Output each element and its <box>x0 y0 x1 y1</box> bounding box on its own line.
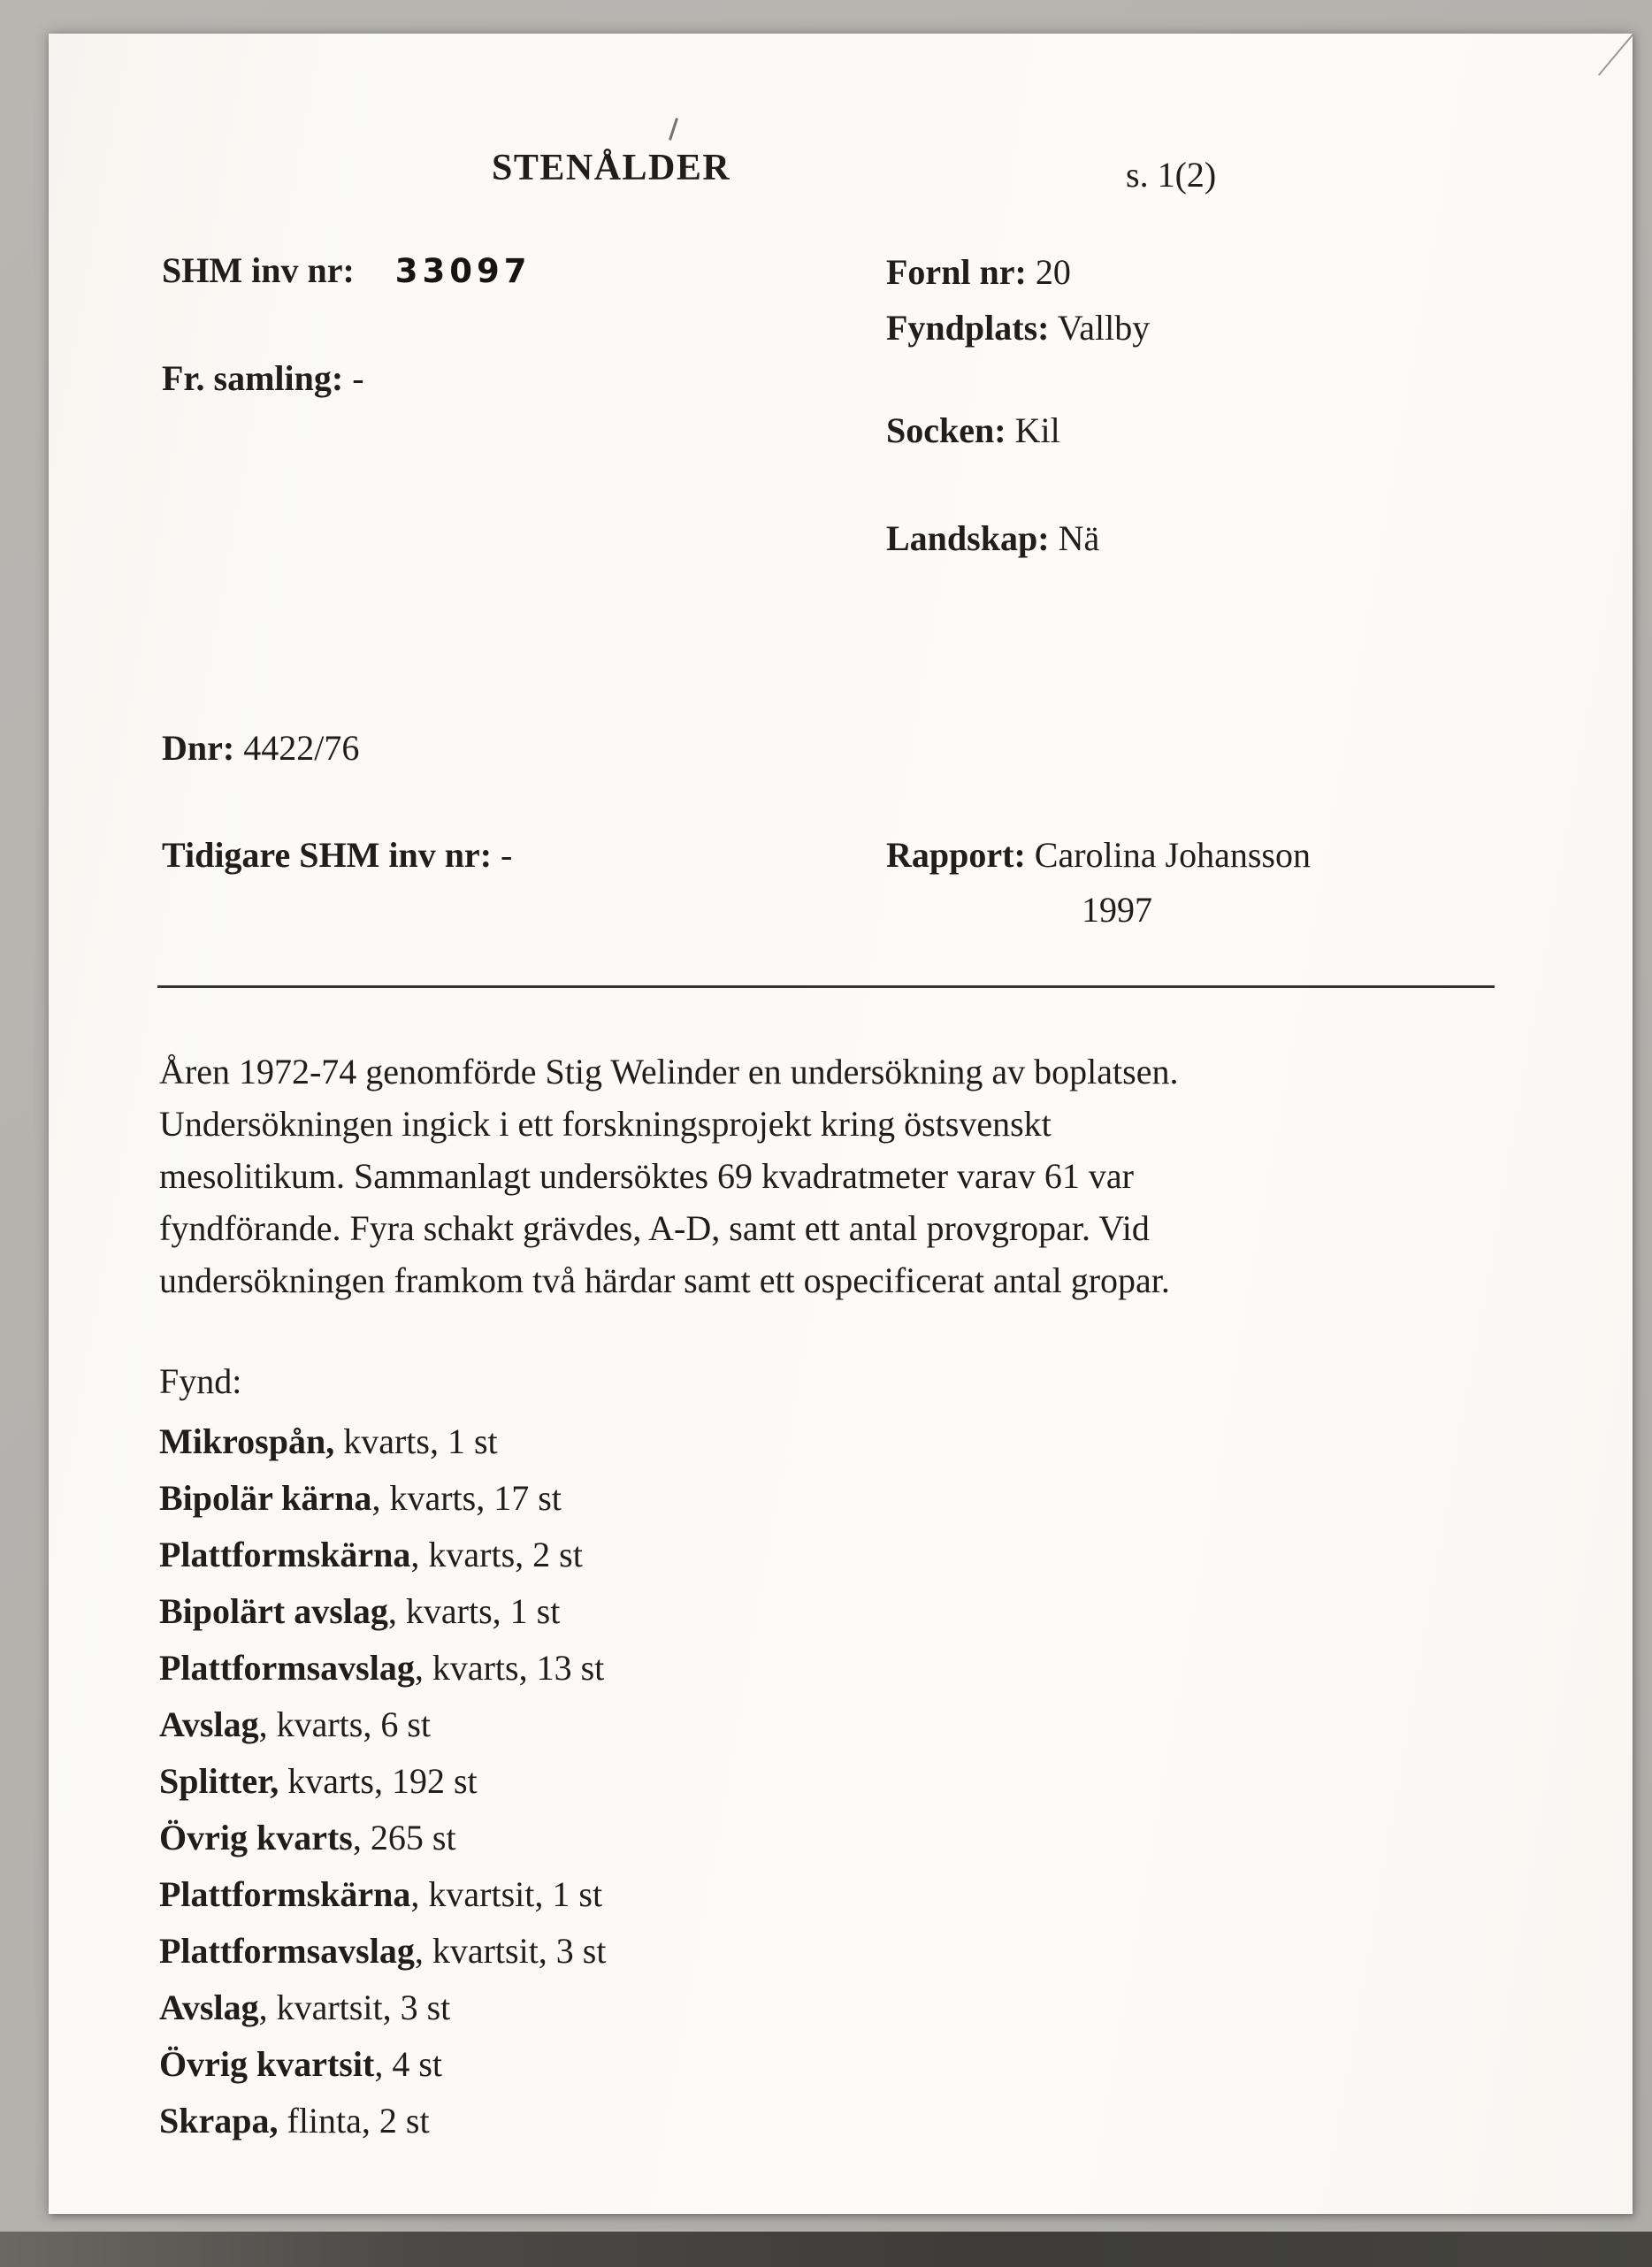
find-item <box>159 1866 607 1923</box>
find-item <box>159 1640 607 1696</box>
find-item <box>159 1583 607 1640</box>
field-tidigare-value: - <box>501 835 513 875</box>
field-shm-inv-value: 33097 <box>394 252 532 290</box>
field-fornl-value: 20 <box>1035 252 1071 292</box>
find-item <box>159 2093 607 2149</box>
find-item <box>159 1980 607 2036</box>
paragraph-line: Undersökningen ingick i ett forskningsprojekt kring östsvenskt <box>159 1104 1052 1144</box>
field-fr-samling-value: - <box>352 358 364 398</box>
field-landskap-value: Nä <box>1058 518 1100 558</box>
field-socken-label: Socken: <box>886 410 1006 450</box>
field-dnr-value: 4422/76 <box>243 728 360 768</box>
field-fyndplats <box>886 307 1150 349</box>
find-item-detail: , kvarts, 13 st <box>414 1648 605 1688</box>
find-item-name: Avslag <box>159 1704 259 1744</box>
find-item-detail: kvarts, 1 st <box>334 1421 498 1461</box>
find-item-detail: , kvarts, 1 st <box>387 1591 561 1631</box>
field-rapport-value: Carolina Johansson <box>1034 835 1311 875</box>
find-item-name: Övrig kvartsit <box>159 2044 375 2084</box>
find-item-name: Bipolärt avslag <box>159 1591 388 1631</box>
find-item <box>159 1470 607 1527</box>
find-item <box>159 2036 607 2093</box>
field-rapport-year: 1997 <box>1082 890 1152 930</box>
field-shm-inv-label: SHM inv nr: <box>162 250 355 290</box>
field-dnr <box>162 727 359 770</box>
field-landskap <box>886 517 1099 560</box>
page-indicator: s. 1(2) <box>1126 155 1217 195</box>
field-fornl <box>886 251 1071 294</box>
field-dnr-label: Dnr: <box>162 728 235 768</box>
field-fr-samling-label: Fr. samling: <box>162 358 344 398</box>
field-socken <box>886 410 1060 452</box>
paragraph-line: Åren 1972-74 genomförde Stig Welinder en undersökning av boplatsen. <box>159 1052 1179 1091</box>
find-item-name: Plattformsavslag <box>159 1931 415 1971</box>
paper-sheet <box>49 34 1633 2214</box>
field-tidigare-label: Tidigare SHM inv nr: <box>162 835 493 875</box>
field-rapport <box>886 834 1311 877</box>
find-item-detail: , kvartsit, 3 st <box>258 1987 451 2027</box>
scan-artifact-mark <box>669 118 678 141</box>
find-item-name: Plattformskärna <box>159 1874 411 1914</box>
find-item-detail: , 4 st <box>374 2044 442 2084</box>
find-item-detail: , kvartsit, 1 st <box>410 1874 603 1914</box>
field-fyndplats-value: Vallby <box>1057 308 1151 348</box>
find-item <box>159 1923 607 1980</box>
find-item-detail: , kvarts, 17 st <box>371 1478 562 1518</box>
find-item-detail: , kvarts, 6 st <box>258 1704 432 1744</box>
find-item-name: Skrapa, <box>159 2101 279 2141</box>
find-item-detail: flinta, 2 st <box>278 2101 430 2141</box>
find-item-name: Mikrospån, <box>159 1421 335 1461</box>
field-rapport-label: Rapport: <box>886 835 1026 875</box>
scan-bottom-strip <box>0 2232 1652 2267</box>
document-title: STENÅLDER <box>492 148 731 188</box>
find-item-name: Splitter, <box>159 1761 279 1801</box>
find-item-name: Plattformskärna <box>159 1535 411 1574</box>
finds-list <box>159 1413 607 2149</box>
field-socken-value: Kil <box>1014 410 1060 450</box>
find-item-detail: , kvarts, 2 st <box>410 1535 583 1574</box>
find-item-name: Avslag <box>159 1987 259 2027</box>
find-item-name: Bipolär kärna <box>159 1478 372 1518</box>
field-fyndplats-label: Fyndplats: <box>886 308 1050 348</box>
find-item-detail: , kvartsit, 3 st <box>414 1931 607 1971</box>
field-fornl-label: Fornl nr: <box>886 252 1027 292</box>
find-item <box>159 1696 607 1753</box>
field-fr-samling <box>162 357 364 400</box>
field-shm-inv <box>162 249 532 292</box>
find-item <box>159 1527 607 1583</box>
paragraph-line: undersökningen framkom två härdar samt ett ospecificerat antal gropar. <box>159 1260 1170 1300</box>
find-item-name: Övrig kvarts <box>159 1818 353 1857</box>
paragraph-line: fyndförande. Fyra schakt grävdes, A-D, samt ett antal provgropar. Vid <box>159 1208 1150 1248</box>
scan-artifact-scratch <box>1598 34 1633 75</box>
find-item-detail: kvarts, 192 st <box>279 1761 478 1801</box>
field-landskap-label: Landskap: <box>886 518 1050 558</box>
find-item-detail: , 265 st <box>352 1818 456 1857</box>
section-divider <box>157 985 1495 988</box>
find-item <box>159 1810 607 1866</box>
finds-heading: Fynd: <box>159 1361 242 1401</box>
paragraph-line: mesolitikum. Sammanlagt undersöktes 69 kvadratmeter varav 61 var <box>159 1156 1134 1196</box>
find-item <box>159 1413 607 1470</box>
field-tidigare <box>162 834 512 877</box>
find-item <box>159 1753 607 1810</box>
find-item-name: Plattformsavslag <box>159 1648 415 1688</box>
body-paragraph <box>159 1045 1178 1306</box>
